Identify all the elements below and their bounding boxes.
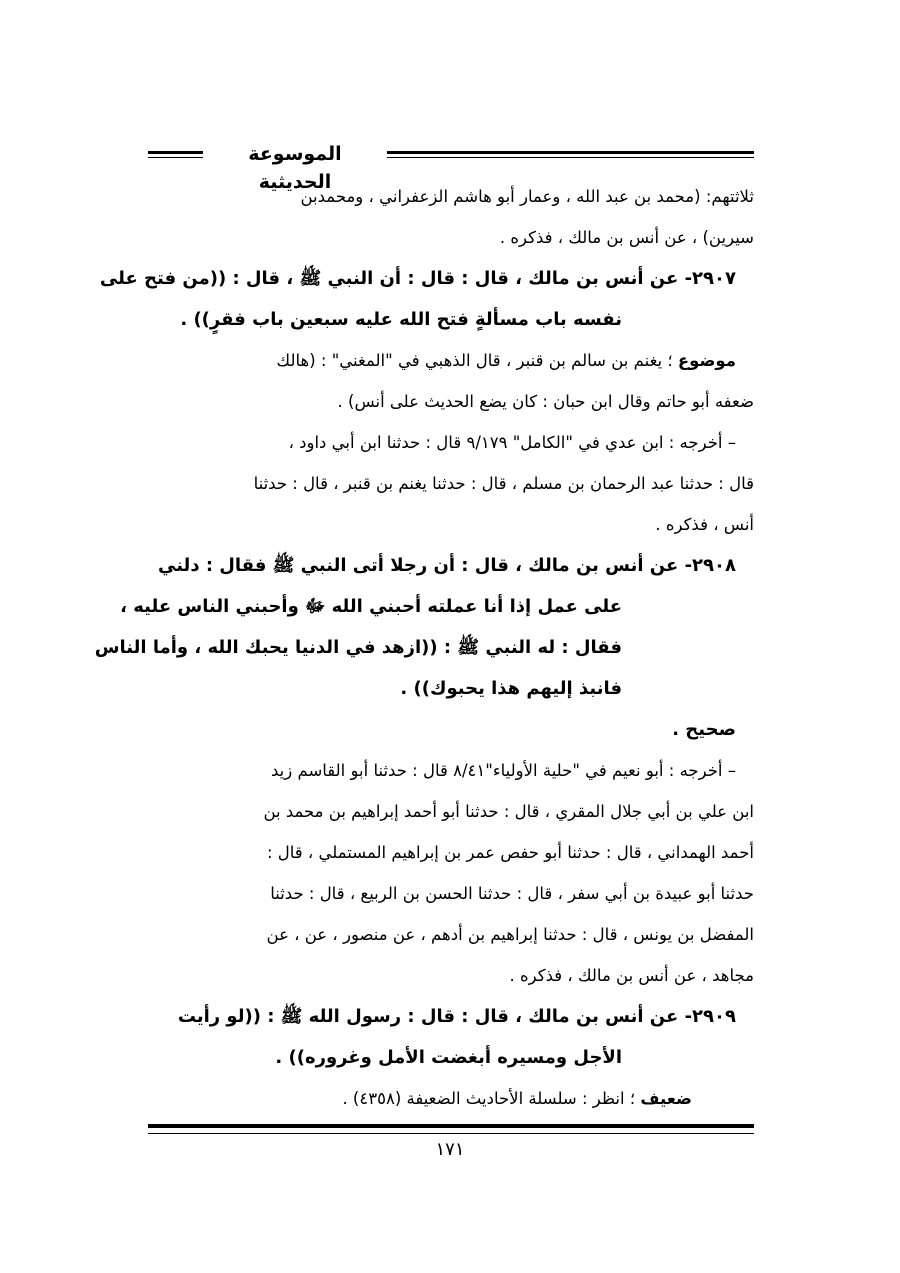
line-text: أحمد الهمداني ، قال : حدثنا أبو حفص عمر بن إبراهيم المستملي ، قال : [266,843,754,862]
text-line [148,504,754,545]
hadith-grade: ضعيف [640,1089,692,1108]
line-text: ضعفه أبو حاتم وقال ابن حبان : كان يضع الحديث على أنس) . [337,392,754,411]
text-line [148,832,754,873]
line-text: قال : حدثنا عبد الرحمان بن مسلم ، قال : حدثنا يغنم بن قنبر ، قال : حدثنا [253,474,754,493]
line-text: صحيح . [672,719,736,740]
line-text: – أخرجه : ابن عدي في "الكامل" ٩/١٧٩ قال : حدثنا ابن أبي داود ، [288,433,736,452]
line-text: ٢٩٠٩- عن أنس بن مالك ، قال : قال : رسول الله ﷺ : ((لو رأيت [177,1006,736,1027]
text-line [148,996,754,1037]
text-line [99,258,754,299]
line-text: سيرين) ، عن أنس بن مالك ، فذكره . [499,228,754,247]
line-text: فقال : له النبي ﷺ : ((ازهد في الدنيا يحبك الله ، وأما الناس [94,637,622,658]
text-line [148,381,754,422]
footer-rule [148,1124,754,1134]
page-body [94,176,754,1119]
text-line [148,914,754,955]
page-header [148,140,754,193]
line-text: – أخرجه : أبو نعيم في "حلية الأولياء"٨/٤١ قال : حدثنا أبو القاسم زيد [271,761,736,780]
text-line [148,955,754,996]
line-text: الأجل ومسيره أبغضت الأمل وغروره)) . [275,1047,622,1068]
header-rule-left [148,151,203,158]
text-line [148,668,754,709]
text-line [148,873,754,914]
line-text: ؛ انظر : سلسلة الأحاديث الضعيفة (٤٣٥٨) . [342,1089,636,1108]
line-text: ٢٩٠٨- عن أنس بن مالك ، قال : أن رجلا أتى النبي ﷺ فقال : دلني [158,555,736,576]
text-line [120,586,754,627]
text-line [148,176,754,217]
page-number: ١٧١ [435,1139,465,1160]
line-text: المفضل بن يونس ، قال : حدثنا إبراهيم بن أدهم ، عن منصور ، عن ، عن [266,925,754,944]
text-line [148,217,754,258]
header-title: الموسوعة الحديثية [248,143,342,193]
text-line [148,791,754,832]
text-line [148,709,754,750]
line-text: مجاهد ، عن أنس بن مالك ، فذكره . [509,966,754,985]
line-text: على عمل إذا أنا عملته أحبني الله ﷻ وأحبني الناس عليه ، [120,596,622,617]
text-line [148,463,754,504]
line-text: ثلاثتهم: (محمد بن عبد الله ، وعمار أبو هاشم الزعفراني ، ومحمدبن [300,187,754,206]
text-line [94,627,754,668]
line-text: ؛ يغنم بن سالم بن قنبر ، قال الذهبي في "المغني" : (هالك [276,351,673,370]
line-text: حدثنا أبو عبيدة بن أبي سفر ، قال : حدثنا الحسن بن الربيع ، قال : حدثنا [270,884,754,903]
line-text: فانبذ إليهم هذا يحبوك)) . [400,678,622,699]
hadith-grade: موضوع [677,351,736,370]
text-line [148,545,754,586]
text-line [148,340,754,381]
header-rule-right [387,151,754,158]
line-text: ابن علي بن أبي جلال المقري ، قال : حدثنا أبو أحمد إبراهيم بن محمد بن [263,802,754,821]
text-line [148,1078,754,1119]
text-line [148,1037,754,1078]
line-text: ٢٩٠٧- عن أنس بن مالك ، قال : قال : أن النبي ﷺ ، قال : ((من فتح على [99,268,736,289]
text-line [148,750,754,791]
text-line [148,422,754,463]
text-line [148,299,754,340]
line-text: نفسه باب مسألةٍ فتح الله عليه سبعين باب فقرٍ)) . [180,309,622,330]
line-text: أنس ، فذكره . [655,515,754,534]
